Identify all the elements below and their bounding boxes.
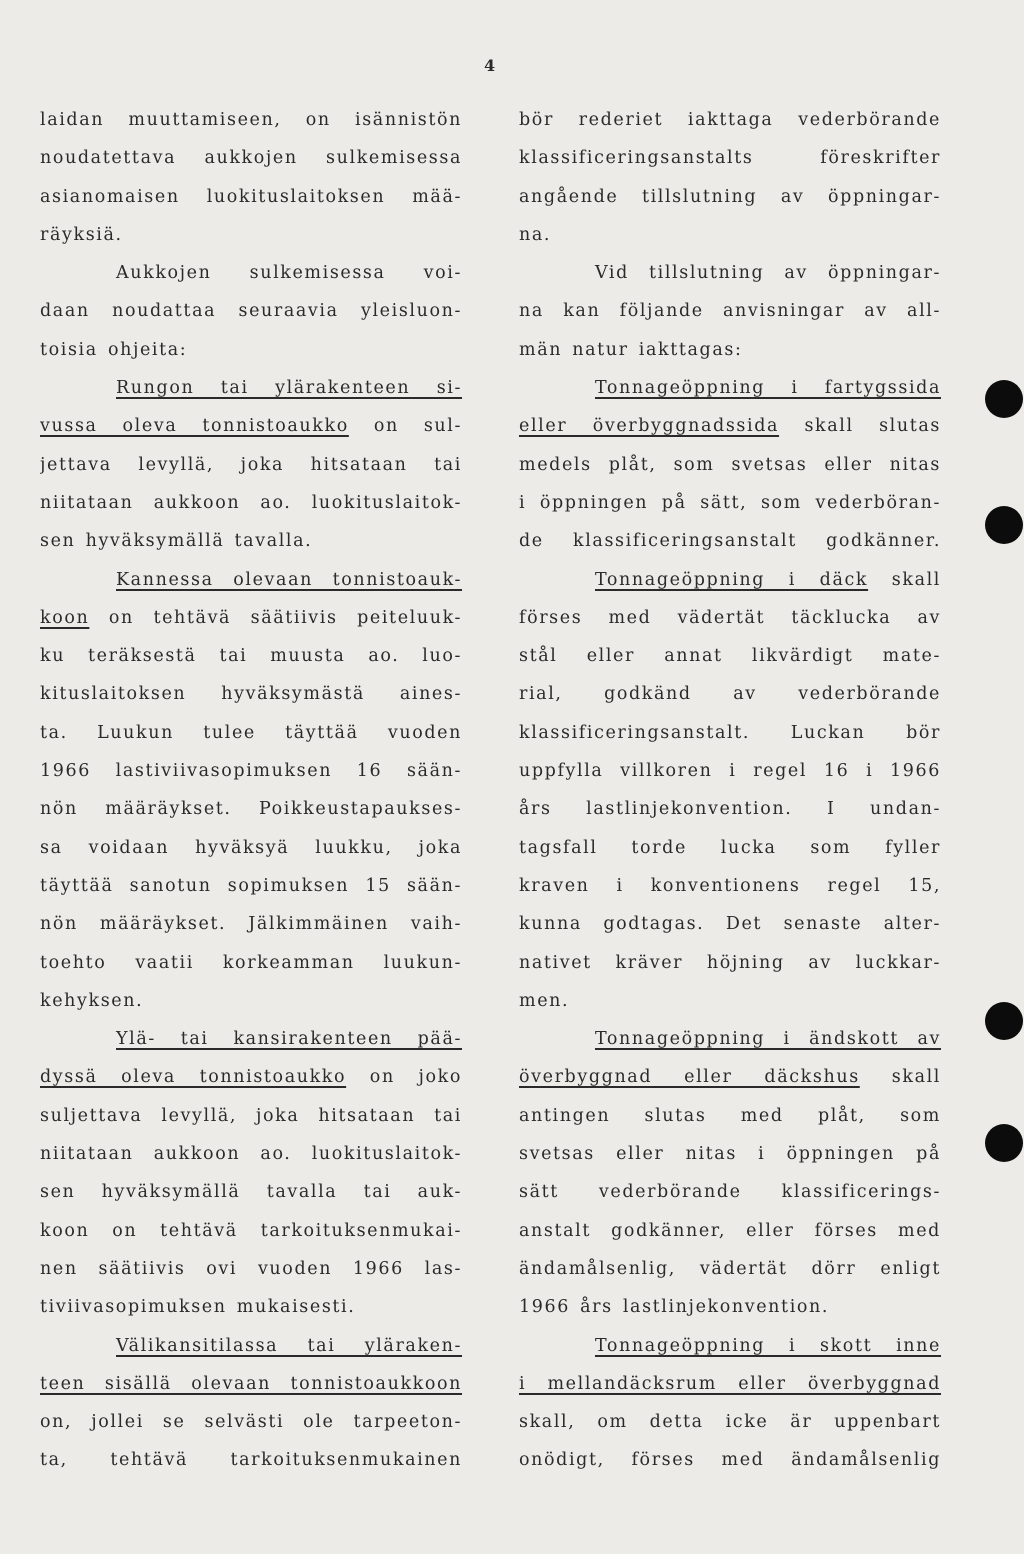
text-line — [519, 1173, 941, 1211]
underlined-heading: överbyggnad eller däckshus — [519, 1067, 860, 1088]
text-line — [40, 1058, 462, 1096]
underlined-heading: teen sisällä olevaan tonnistoaukkoon — [40, 1373, 462, 1394]
text-segment: medels plåt, som svetsas eller nitas — [519, 454, 941, 475]
text-line — [40, 905, 462, 943]
text-line — [40, 331, 462, 369]
text-segment: sa voidaan hyväksyä luukku, joka — [40, 837, 462, 858]
text-segment: Vid tillslutning av öppningar- — [595, 263, 941, 284]
text-line — [519, 829, 941, 867]
text-segment: kunna godtagas. Det senaste alter- — [519, 914, 941, 935]
text-segment: noudatettava aukkojen sulkemisessa — [40, 148, 462, 169]
text-segment: nön määräykset. Jälkimmäinen vaih- — [40, 914, 462, 935]
text-line — [40, 829, 462, 867]
text-segment: förses med vädertät täcklucka av — [519, 607, 941, 628]
text-segment: täyttää sanotun sopimuksen 15 sään- — [40, 875, 462, 896]
text-segment: ta. Luukun tulee täyttää vuoden — [40, 722, 462, 743]
text-line — [519, 1403, 941, 1441]
text-line — [519, 178, 941, 216]
text-segment: nön määräykset. Poikkeustapaukses- — [40, 799, 462, 820]
text-segment: de klassificeringsanstalt godkänner. — [519, 531, 941, 552]
text-line — [40, 254, 462, 292]
text-segment: nen säätiivis ovi vuoden 1966 las- — [40, 1258, 462, 1279]
text-segment: räyksiä. — [40, 224, 123, 245]
text-segment: suljettava levyllä, joka hitsataan tai — [40, 1105, 462, 1126]
underlined-heading: i mellandäcksrum eller överbyggnad — [519, 1373, 941, 1394]
text-segment: on tehtävä säätiivis peiteluuk- — [89, 607, 462, 628]
text-line — [40, 675, 462, 713]
text-line — [40, 1020, 462, 1058]
text-line — [40, 714, 462, 752]
text-line — [519, 1212, 941, 1250]
text-segment: ändamålsenlig, vädertät dörr enligt — [519, 1258, 941, 1279]
underlined-heading: Tonnageöppning i däck — [595, 569, 869, 590]
text-line — [40, 1173, 462, 1211]
text-line — [40, 1441, 462, 1479]
text-line — [40, 292, 462, 330]
text-line — [519, 1441, 941, 1479]
text-line — [519, 944, 941, 982]
text-line — [519, 790, 941, 828]
text-segment: svetsas eller nitas i öppningen på — [519, 1144, 941, 1165]
text-line — [40, 982, 462, 1020]
text-line — [519, 139, 941, 177]
text-line — [519, 752, 941, 790]
underlined-heading: Tonnageöppning i skott inne — [595, 1335, 941, 1356]
text-segment: i öppningen på sätt, som vederböran- — [519, 492, 941, 513]
text-line — [40, 637, 462, 675]
text-segment: na. — [519, 224, 552, 245]
text-line — [519, 867, 941, 905]
left-column-finnish — [40, 101, 462, 1480]
text-line — [519, 1058, 941, 1096]
text-line — [40, 867, 462, 905]
text-segment: skall — [868, 569, 941, 590]
text-segment: daan noudattaa seuraavia yleisluon- — [40, 301, 462, 322]
underlined-heading: vussa oleva tonnistoaukko — [40, 416, 349, 437]
text-segment: antingen slutas med plåt, som — [519, 1105, 941, 1126]
text-line — [519, 446, 941, 484]
text-line — [519, 331, 941, 369]
text-line — [519, 599, 941, 637]
text-segment: 1966 lastiviivasopimuksen 16 sään- — [40, 761, 462, 782]
punch-hole — [985, 1002, 1023, 1040]
text-line — [519, 675, 941, 713]
text-segment: sätt vederbörande klassificerings- — [519, 1182, 941, 1203]
text-segment: tagsfall torde lucka som fyller — [519, 837, 941, 858]
right-column-swedish — [519, 101, 941, 1480]
text-line — [40, 752, 462, 790]
text-segment: Aukkojen sulkemisessa voi- — [116, 263, 462, 284]
text-segment: niitataan aukkoon ao. luokituslaitok- — [40, 492, 462, 513]
text-line — [40, 484, 462, 522]
text-segment: ta, tehtävä tarkoituksenmukainen — [40, 1450, 462, 1471]
text-segment: asianomaisen luokituslaitoksen mää- — [40, 186, 462, 207]
text-segment: men. — [519, 990, 570, 1011]
text-line — [40, 1097, 462, 1135]
text-segment: jettava levyllä, joka hitsataan tai — [40, 454, 462, 475]
text-line — [40, 1365, 462, 1403]
punch-hole — [985, 380, 1023, 418]
text-segment: anstalt godkänner, eller förses med — [519, 1220, 941, 1241]
text-segment: on joko — [346, 1067, 462, 1088]
underlined-heading: dyssä oleva tonnistoaukko — [40, 1067, 347, 1088]
text-segment: angående tillslutning av öppningar- — [519, 186, 941, 207]
text-line — [519, 101, 941, 139]
text-line — [519, 905, 941, 943]
text-line — [519, 561, 941, 599]
text-line — [40, 1327, 462, 1365]
text-line — [519, 714, 941, 752]
text-line — [519, 1365, 941, 1403]
text-segment: års lastlinjekonvention. I undan- — [519, 799, 941, 820]
underlined-heading: Välikansitilassa tai yläraken- — [116, 1335, 462, 1356]
text-segment: kituslaitoksen hyväksymästä aines- — [40, 684, 462, 705]
text-line — [40, 139, 462, 177]
text-line — [519, 637, 941, 675]
text-line — [519, 216, 941, 254]
text-line — [40, 599, 462, 637]
text-line — [40, 101, 462, 139]
text-segment: bör rederiet iakttaga vederbörande — [519, 110, 941, 130]
text-line — [40, 1288, 462, 1326]
text-segment: niitataan aukkoon ao. luokituslaitok- — [40, 1144, 462, 1165]
text-line — [519, 254, 941, 292]
text-segment: stål eller annat likvärdigt mate- — [519, 646, 941, 667]
text-segment: onödigt, förses med ändamålsenlig — [519, 1450, 941, 1471]
page-number: 4 — [484, 56, 496, 75]
text-line — [519, 1327, 941, 1365]
text-line — [519, 484, 941, 522]
text-line — [40, 944, 462, 982]
punch-hole — [985, 506, 1023, 544]
text-segment: koon on tehtävä tarkoituksenmukai- — [40, 1220, 462, 1241]
text-line — [519, 1097, 941, 1135]
underlined-heading: koon — [40, 607, 90, 628]
text-segment: nativet kräver höjning av luckkar- — [519, 952, 941, 973]
text-line — [40, 369, 462, 407]
text-segment: klassificeringsanstalts föreskrifter — [519, 148, 941, 169]
text-line — [40, 790, 462, 828]
text-segment: skall, om detta icke är uppenbart — [519, 1412, 941, 1433]
text-line — [40, 407, 462, 445]
text-segment: laidan muuttamiseen, on isännistön — [40, 110, 462, 130]
text-segment: na kan följande anvisningar av all- — [519, 301, 941, 322]
text-line — [519, 1288, 941, 1326]
text-segment: skall slutas — [779, 416, 941, 437]
underlined-heading: Tonnageöppning i fartygssida — [595, 378, 941, 399]
text-line — [519, 407, 941, 445]
text-segment: skall — [859, 1067, 941, 1088]
text-line — [40, 561, 462, 599]
text-segment: on sul- — [348, 416, 462, 437]
text-segment: män natur iakttagas: — [519, 339, 743, 360]
text-segment: ku teräksestä tai muusta ao. luo- — [40, 646, 462, 667]
text-line — [519, 1250, 941, 1288]
underlined-heading: Tonnageöppning i ändskott av — [595, 1029, 941, 1050]
text-segment: kehyksen. — [40, 990, 144, 1011]
underlined-heading: eller överbyggnadssida — [519, 416, 780, 437]
text-segment: toehto vaatii korkeamman luukun- — [40, 952, 462, 973]
text-segment: sen hyväksymällä tavalla. — [40, 531, 313, 552]
text-line — [40, 446, 462, 484]
text-segment: sen hyväksymällä tavalla tai auk- — [40, 1182, 462, 1203]
text-line — [519, 369, 941, 407]
text-segment: on, jollei se selvästi ole tarpeeton- — [40, 1412, 462, 1433]
text-line — [40, 522, 462, 560]
text-line — [40, 216, 462, 254]
punch-hole — [985, 1124, 1023, 1162]
text-segment: rial, godkänd av vederbörande — [519, 684, 941, 705]
text-segment: klassificeringsanstalt. Luckan bör — [519, 722, 941, 743]
text-line — [40, 1212, 462, 1250]
underlined-heading: Kannessa olevaan tonnistoauk- — [116, 569, 462, 590]
underlined-heading: Ylä- tai kansirakenteen pää- — [116, 1029, 462, 1050]
text-segment: kraven i konventionens regel 15, — [519, 875, 941, 896]
text-line — [40, 1250, 462, 1288]
text-line — [40, 1135, 462, 1173]
text-line — [40, 178, 462, 216]
text-line — [519, 1020, 941, 1058]
text-line — [519, 982, 941, 1020]
text-line — [519, 522, 941, 560]
text-line — [519, 292, 941, 330]
text-segment: toisia ohjeita: — [40, 339, 188, 360]
text-line — [519, 1135, 941, 1173]
text-segment: tiviivasopimuksen mukaisesti. — [40, 1297, 356, 1318]
text-line — [40, 1403, 462, 1441]
underlined-heading: Rungon tai ylärakenteen si- — [116, 378, 462, 399]
text-segment: uppfylla villkoren i regel 16 i 1966 — [519, 761, 941, 782]
text-segment: 1966 års lastlinjekonvention. — [519, 1297, 830, 1318]
